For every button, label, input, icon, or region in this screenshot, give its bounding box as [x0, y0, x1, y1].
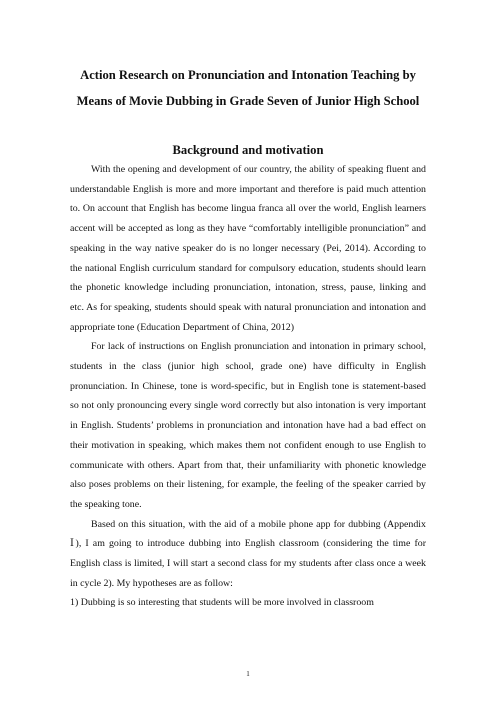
- document-title-line-2: Means of Movie Dubbing in Grade Seven of Junior High School: [76, 94, 420, 108]
- document-body: [70, 160, 426, 613]
- hypothesis-list-item-1: 1) Dubbing is so interesting that students will be more involved in classroom: [70, 597, 374, 609]
- paragraph-2: For lack of instructions on English pronunciation and intonation in primary school, students in the class (junior high school, grade one) have difficulty in English pronunciation. In Chinese, tone is word-specific, but in English tone is statement-based so not only pronouncing every single word correctly but also intonation is very important in English. Students’ problems in pronunciation and intonation have had a bad effect on their motivation in speaking, which makes them not confident enough to use English to communicate with others. Apart from that, their unfamiliarity with phonetic knowledge also poses problems on their listening, for example, the feeling of the speaker carried by the speaking tone.: [70, 341, 426, 510]
- page-number: 1: [246, 670, 250, 678]
- section-heading: Background and motivation: [172, 143, 324, 157]
- paragraph-1: With the opening and development of our country, the ability of speaking fluent and understandable English is more and more important and therefore is paid much attention to. On account that English has become lingua franca all over the world, English learners accent will be accepted as long as they have “comfortably intelligible pronunciation” and speaking in the way native speaker do is no longer necessary (Pei, 2014). According to the national English curriculum standard for compulsory education, students should learn the phonetic knowledge including pronunciation, intonation, stress, pause, linking and etc. As for speaking, students should speak with natural pronunciation and intonation and appropriate tone (Education Department of China, 2012): [70, 164, 426, 333]
- paragraph-3: Based on this situation, with the aid of a mobile phone app for dubbing (Appendix Ⅰ), I am going to introduce dubbing into English classroom (considering the time for English class is limited, I will start a second class for my students after class once a week in cycle 2). My hypotheses are as follow:: [70, 518, 426, 589]
- document-title-line-1: Action Research on Pronunciation and Intonation Teaching by: [80, 68, 416, 82]
